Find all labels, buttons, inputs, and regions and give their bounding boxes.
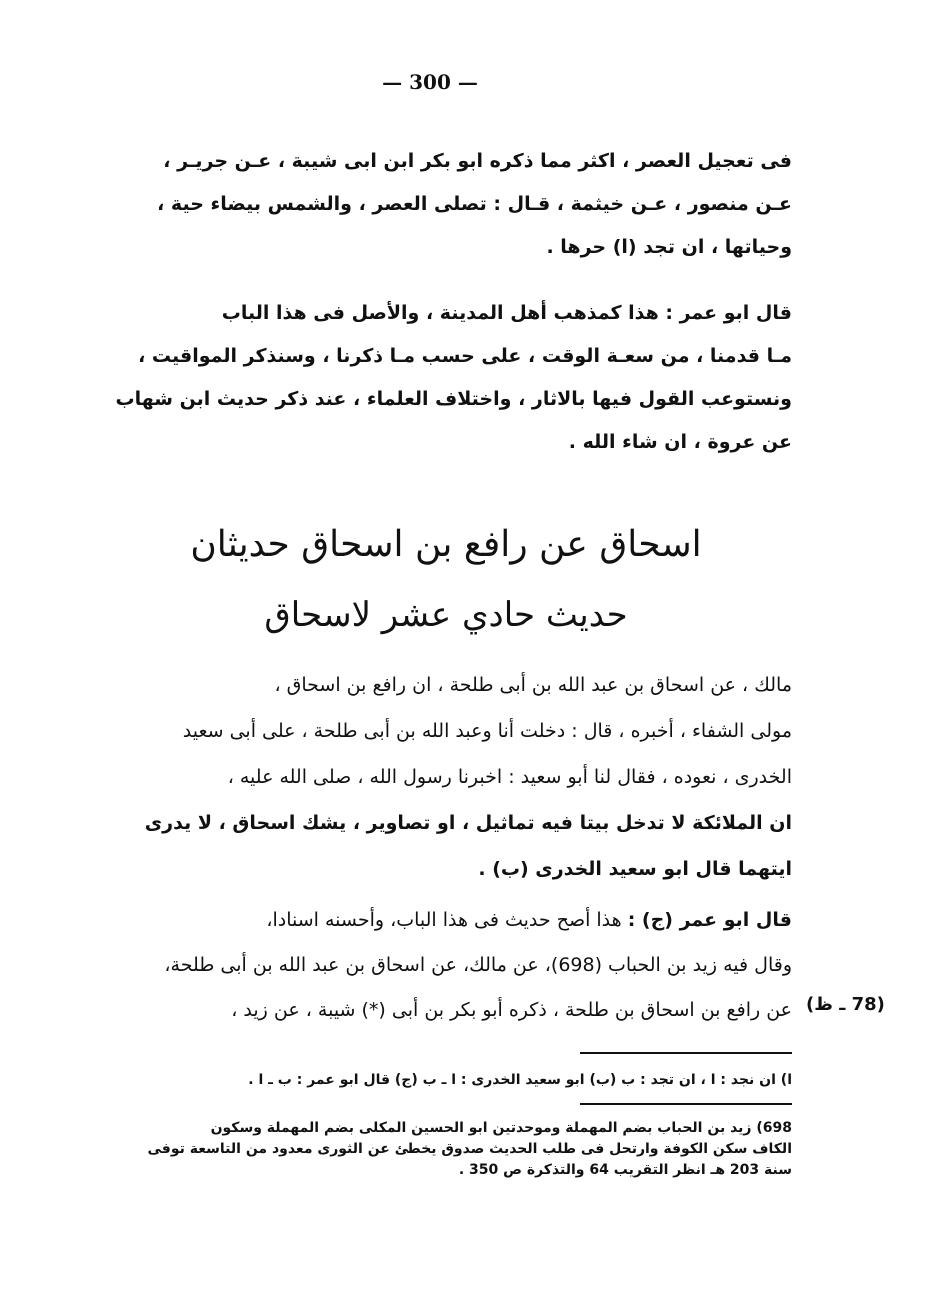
text-line: عن رافع بن اسحاق بن طلحة ، ذكره أبو بكر بن أبى (*) شيبة ، عن زيد ، (231, 999, 792, 1021)
text-line: الخدرى ، نعوده ، فقال لنا أبو سعيد : اخبرنا رسول الله ، صلى الله عليه ، (227, 766, 792, 788)
footnote-line: ا) ان نجد : ا ، ان تجد : ب (ب) ابو سعيد الخدرى : ا ـ ب (ج) قال ابو عمر : ب ـ ا . (248, 1072, 792, 1088)
text-line: مـا قدمنا ، من سعـة الوقت ، على حسب مـا ذكرنا ، وسنذكر المواقيت ، (138, 345, 792, 367)
margin-note: (78 ـ ظ) (806, 994, 885, 1015)
text-line: فى تعجيل العصر ، اكثر مما ذكره ابو بكر ابن ابى شيبة ، عـن جريـر ، (163, 150, 792, 172)
text-line: عـن منصور ، عـن خيثمة ، قـال : تصلى العصر ، والشمس بيضاء حية ، (157, 193, 792, 215)
footnote-1 (120, 1070, 792, 1091)
section-heading: اسحاق عن رافع بن اسحاق حديثان (190, 524, 702, 565)
paragraph-lead: قال ابو عمر (ج) : (627, 909, 792, 931)
text-line: مولى الشفاء ، أخبره ، قال : دخلت أنا وعبد الله بن أبى طلحة ، على أبى سعيد (182, 720, 792, 742)
paragraph-4 (100, 898, 792, 1033)
text-line: ونستوعب القول فيها بالاثار ، واختلاف العلماء ، عند ذكر حديث ابن شهاب (115, 388, 792, 410)
footnote-line: سنة 203 هـ انظر التقريب 64 والتذكرة ص 350 . (458, 1162, 792, 1178)
paragraph-3 (100, 662, 792, 892)
text-line: وحياتها ، ان تجد (ا) حرها . (546, 236, 792, 258)
footnote-line: الكاف سكن الكوفة وارتحل فى طلب الحديث صدوق يخطئ عن الثورى معدود من التاسعة توفى (147, 1141, 792, 1157)
text-line: وقال فيه زيد بن الحباب (698)، عن مالك، عن اسحاق بن عبد الله بن أبى طلحة، (164, 954, 792, 976)
paragraph-2 (100, 292, 792, 464)
paragraph-text: هذا أصح حديث فى هذا الباب، وأحسنه اسنادا، (266, 909, 628, 931)
footnote-rule (580, 1052, 792, 1054)
text-line (100, 898, 792, 943)
paragraph-1 (100, 140, 792, 269)
footnote-2 (120, 1118, 792, 1181)
text-line: ان الملائكة لا تدخل بيتا فيه تماثيل ، او تصاوير ، يشك اسحاق ، لا يدرى (144, 812, 792, 834)
text-line: ايتهما قال ابو سعيد الخدرى (ب) . (478, 858, 792, 880)
page-number: — 300 — (382, 70, 478, 94)
text-line: قال ابو عمر : هذا كمذهب أهل المدينة ، والأصل فى هذا الباب (221, 302, 792, 324)
section-subheading: حديث حادي عشر لاسحاق (264, 595, 628, 635)
text-line: مالك ، عن اسحاق بن عبد الله بن أبى طلحة ، ان رافع بن اسحاق ، (274, 674, 792, 696)
text-line: عن عروة ، ان شاء الله . (568, 431, 792, 453)
footnote-line: 698) زيد بن الحباب بضم المهملة وموحدتين ابو الحسين المكلى بضم المهملة وسكون (210, 1120, 792, 1136)
footnote-rule (580, 1103, 792, 1105)
